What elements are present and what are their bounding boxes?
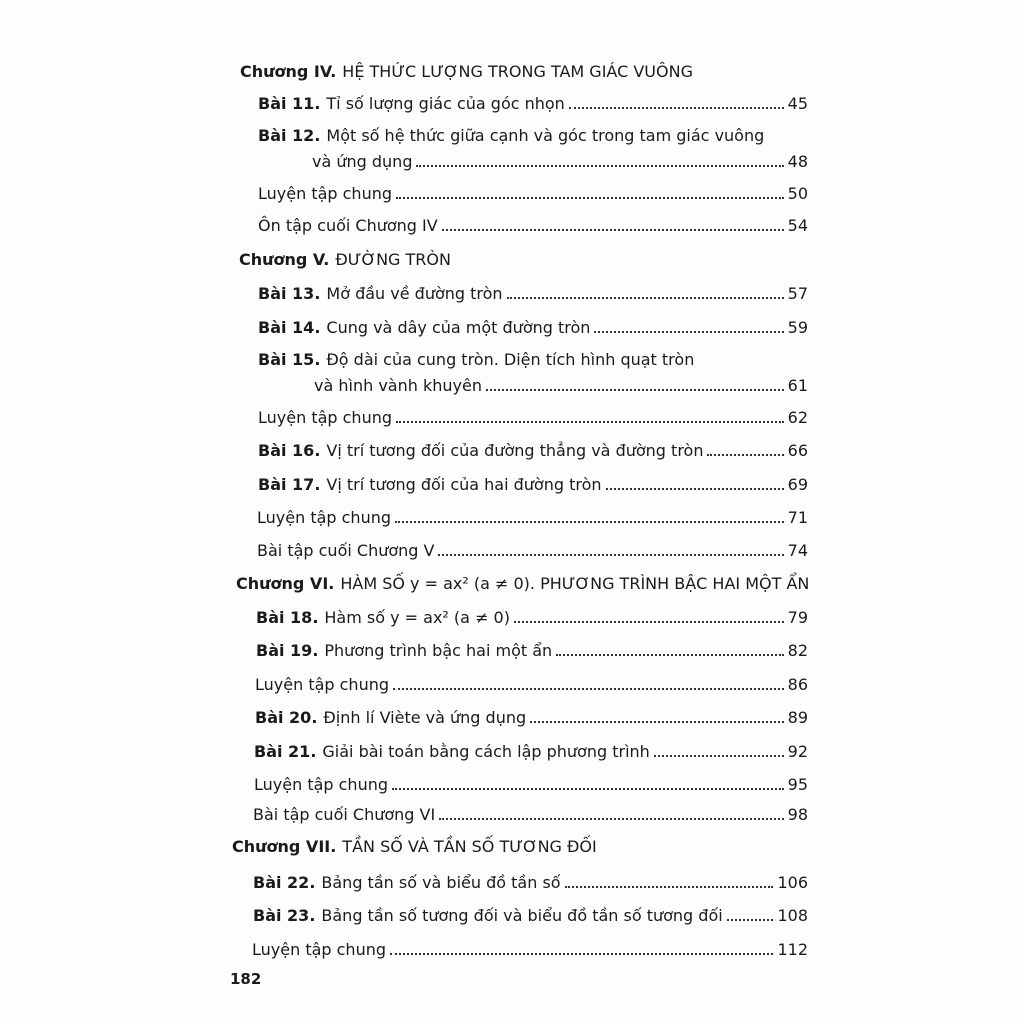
dot-leader (390, 953, 773, 955)
entry-page: 79 (787, 608, 808, 627)
entry-title: Độ dài của cung tròn. Diện tích hình quạt tròn (326, 350, 695, 369)
chapter-heading (239, 250, 451, 270)
lesson-label: Bài 17. (258, 475, 321, 494)
entry-page: 95 (787, 775, 808, 794)
entry-page: 69 (787, 475, 808, 494)
entry-title: Vị trí tương đối của đường thẳng và đường tròn (326, 441, 704, 460)
chapter-heading (240, 62, 693, 82)
toc-entry[interactable] (257, 508, 808, 528)
lesson-label: Bài 11. (258, 94, 321, 113)
toc-entry[interactable] (254, 775, 808, 795)
entry-title: Giải bài toán bằng cách lập phương trình (322, 742, 650, 761)
lesson-label: Bài 21. (254, 742, 317, 761)
lesson-label: Bài 16. (258, 441, 321, 460)
entry-title: Tỉ số lượng giác của góc nhọn (326, 94, 565, 113)
entry-page: 57 (787, 284, 808, 303)
chapter-heading (232, 837, 597, 857)
entry-page: 66 (787, 441, 808, 460)
dot-leader (392, 788, 784, 790)
entry-title: Luyện tập chung (257, 508, 392, 527)
dot-leader (393, 688, 784, 690)
chapter-title: TẦN SỐ VÀ TẦN SỐ TƯƠNG ĐỐI (342, 837, 597, 856)
dot-leader (565, 886, 774, 888)
entry-title-continuation: và ứng dụng (312, 152, 413, 171)
chapter-label: Chương IV. (240, 62, 337, 81)
entry-page: 45 (787, 94, 808, 113)
toc-entry[interactable] (258, 184, 808, 204)
toc-entry[interactable] (256, 608, 808, 628)
chapter-label: Chương VII. (232, 837, 337, 856)
entry-page: 89 (787, 708, 808, 727)
entry-title: Luyện tập chung (258, 408, 393, 427)
toc-entry[interactable] (255, 675, 808, 695)
toc-entry[interactable] (253, 906, 808, 926)
entry-title: Phương trình bậc hai một ẩn (324, 641, 553, 660)
entry-page: 61 (787, 376, 808, 395)
entry-title: Vị trí tương đối của hai đường tròn (326, 475, 602, 494)
lesson-label: Bài 23. (253, 906, 316, 925)
dot-leader (439, 818, 783, 820)
toc-entry[interactable] (256, 641, 808, 661)
entry-page: 98 (787, 805, 808, 824)
entry-page: 112 (777, 940, 808, 959)
toc-entry[interactable] (258, 216, 808, 236)
toc-entry-first-line[interactable] (258, 350, 808, 370)
entry-title: Định lí Viète và ứng dụng (323, 708, 527, 727)
entry-page: 106 (777, 873, 808, 892)
lesson-label: Bài 18. (256, 608, 319, 627)
lesson-label: Bài 14. (258, 318, 321, 337)
toc-entry-first-line[interactable] (258, 126, 808, 146)
toc-entry[interactable] (253, 805, 808, 825)
lesson-label: Bài 12. (258, 126, 321, 145)
chapter-title: HÀM SỐ y = ax² (a ≠ 0). PHƯƠNG TRÌNH BẬC HAI MỘT ẨN (340, 574, 810, 593)
entry-page: 54 (787, 216, 808, 235)
dot-leader (556, 654, 783, 656)
entry-title: Luyện tập chung (254, 775, 389, 794)
lesson-label: Bài 20. (255, 708, 318, 727)
entry-title: Bài tập cuối Chương VI (253, 805, 436, 824)
toc-entry-continuation[interactable] (314, 376, 808, 396)
toc-entry-continuation[interactable] (312, 152, 808, 172)
entry-title-continuation: và hình vành khuyên (314, 376, 482, 395)
entry-page: 86 (787, 675, 808, 694)
lesson-label: Bài 19. (256, 641, 319, 660)
chapter-title: HỆ THỨC LƯỢNG TRONG TAM GIÁC VUÔNG (342, 62, 693, 81)
entry-title: Bảng tần số tương đối và biểu đồ tần số tương đối (321, 906, 723, 925)
toc-entry[interactable] (253, 873, 808, 893)
entry-page: 62 (787, 408, 808, 427)
dot-leader (507, 297, 784, 299)
chapter-label: Chương V. (239, 250, 330, 269)
toc-entry[interactable] (258, 475, 808, 495)
toc-entry[interactable] (255, 708, 808, 728)
dot-leader (438, 554, 783, 556)
dot-leader (727, 919, 774, 921)
toc-entry[interactable] (258, 284, 808, 304)
entry-page: 59 (787, 318, 808, 337)
entry-title: Bài tập cuối Chương V (257, 541, 435, 560)
entry-page: 108 (777, 906, 808, 925)
chapter-heading (236, 574, 809, 594)
dot-leader (707, 454, 783, 456)
toc-entry[interactable] (258, 408, 808, 428)
dot-leader (514, 621, 784, 623)
dot-leader (396, 197, 784, 199)
entry-title: Luyện tập chung (252, 940, 387, 959)
entry-page: 71 (787, 508, 808, 527)
toc-entry[interactable] (258, 94, 808, 114)
entry-page: 50 (787, 184, 808, 203)
entry-title: Hàm số y = ax² (a ≠ 0) (324, 608, 510, 627)
toc-entry[interactable] (254, 742, 808, 762)
entry-title: Mở đầu về đường tròn (326, 284, 503, 303)
dot-leader (530, 721, 784, 723)
entry-page: 74 (787, 541, 808, 560)
dot-leader (569, 107, 784, 109)
entry-title: Luyện tập chung (258, 184, 393, 203)
dot-leader (396, 421, 784, 423)
dot-leader (395, 521, 784, 523)
lesson-label: Bài 13. (258, 284, 321, 303)
toc-entry[interactable] (258, 441, 808, 461)
toc-entry[interactable] (258, 318, 808, 338)
lesson-label: Bài 15. (258, 350, 321, 369)
lesson-label: Bài 22. (253, 873, 316, 892)
toc-entry[interactable] (252, 940, 808, 960)
dot-leader (416, 165, 783, 167)
dot-leader (442, 229, 784, 231)
dot-leader (594, 331, 783, 333)
entry-title: Một số hệ thức giữa cạnh và góc trong tam giác vuông (326, 126, 765, 145)
entry-page: 82 (787, 641, 808, 660)
entry-page: 92 (787, 742, 808, 761)
toc-entry[interactable] (257, 541, 808, 561)
entry-page: 48 (787, 152, 808, 171)
chapter-label: Chương VI. (236, 574, 335, 593)
dot-leader (486, 389, 784, 391)
chapter-title: ĐƯỜNG TRÒN (335, 250, 451, 269)
entry-title: Ôn tập cuối Chương IV (258, 216, 438, 235)
dot-leader (606, 488, 784, 490)
entry-title: Bảng tần số và biểu đồ tần số (321, 873, 561, 892)
entry-title: Luyện tập chung (255, 675, 390, 694)
entry-title: Cung và dây của một đường tròn (326, 318, 591, 337)
dot-leader (654, 755, 784, 757)
page-number: 182 (230, 970, 262, 988)
